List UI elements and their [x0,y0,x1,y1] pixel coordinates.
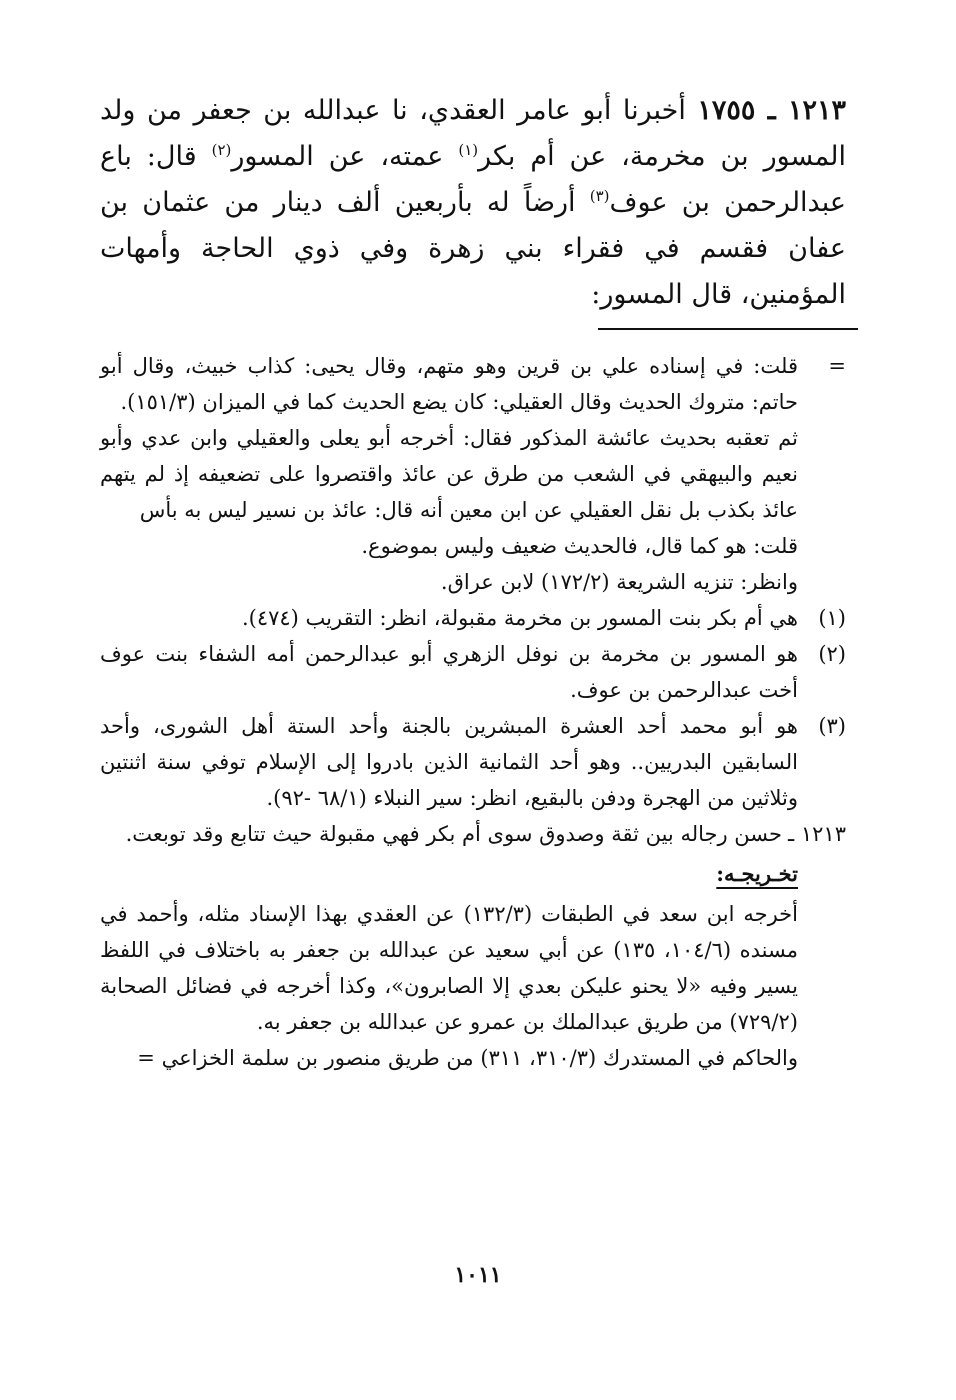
hadith-line-2a: المسور بن مخرمة، عن أم بكر [478,141,846,172]
footnote-label-1: (١) [818,606,846,630]
footnote-1 [100,600,846,636]
hadith-number: ١٢١٣ ـ ١٧٥٥ [697,95,847,126]
footnote-3 [100,708,846,816]
hadith-line-4: فقسم في فقراء بني زهرة وفي ذوي الحاجة وأمهات المؤمنين، قال المسور: [100,233,846,310]
hadith-line-1: أخبرنا أبو عامر العقدي، نا عبدالله بن جعفر من ولد [100,95,686,126]
footnote-separator [598,328,858,330]
footnote-label-2: (٢) [818,642,846,666]
hadith-line-2c: قال: باع [100,141,212,172]
footnote-ref-2: (٢) [211,141,232,159]
footnote-2 [100,636,846,708]
continuation-marker: = [828,354,846,378]
takhrij-para-2: والحاكم في المستدرك (٣١٠/٣، ٣١١) من طريق منصور بن سلمة الخزاعي = [137,1046,798,1070]
hadith-line-2b: عمته، عن المسور [231,141,459,172]
footnote-para-1: قلت: في إسناده علي بن قرين وهو متهم، وقال يحيى: كذاب خبيث، وقال أبو حاتم: متروك الحديث وقال العقيلي: كان يضع الحديث كما في الميزان (١٥١/٣). [100,354,798,414]
footnote-text-3: هو أبو محمد أحد العشرة المبشرين بالجنة وأحد الستة أهل الشورى، وأحد السابقين البدريين.. وهو أحد الثمانية الذين بادروا إلى الإسلام توفي سنة اثنتين وثلاثين من الهجرة ودفن بالبقيع، انظر: سير النبلاء (٦٨/١ -٩٢). [100,714,798,810]
footnote-para-4: وانظر: تنزيه الشريعة (١٧٢/٢) لابن عراق. [440,570,798,594]
hadith-line-3a: عبدالرحمن بن عوف [609,187,846,218]
footnotes-section [100,348,846,1076]
takhrij-para-1: أخرجه ابن سعد في الطبقات (١٣٢/٣) عن العقدي بهذا الإسناد مثله، وأحمد في مسنده (١٠٤/٦، ١٣٥) عن أبي سعيد عن عبدالله بن جعفر به باختلاف في اللفظ يسير وفيه «لا يحنو عليكن بعدي إلا الصابرون»، وكذا أخرجه في فضائل الصحابة (٧٢٩/٢) من طريق عبدالملك بن عمرو عن عبدالله بن جعفر به. [100,902,798,1034]
footnote-ref-1: (١) [458,141,479,159]
grading-text: حسن رجاله بين ثقة وصدوق سوى أم بكر فهي مقبولة حيث تتابع وقد توبعت. [125,822,782,846]
takhrij-heading: تخـريجـه: [716,861,798,886]
hadith-line-3b: أرضاً له بأربعين ألف دينار من عثمان بن عفان [100,187,846,264]
footnote-label-3: (٣) [818,714,846,738]
grading-note [100,816,846,852]
grading-label: ١٢١٣ ـ [788,822,846,846]
footnote-para-2: ثم تعقبه بحديث عائشة المذكور فقال: أخرجه أبو يعلى والعقيلي وابن عدي وأبو نعيم والبيهقي في الشعب من طرق عن عائذ واقتصروا على تضعيفه إذ لم يتهم عائذ بكذب بل نقل العقيلي عن ابن معين أنه قال: عائذ بن نسير ليس به بأس [100,426,798,522]
footnote-para-3: قلت: هو كما قال، فالحديث ضعيف وليس بموضوع. [361,534,798,558]
footnote-text-2: هو المسور بن مخرمة بن نوفل الزهري أبو عبدالرحمن أمه الشفاء بنت عوف أخت عبدالرحمن بن عوف. [100,642,798,702]
hadith-text [100,88,846,318]
footnote-continued [100,348,846,600]
footnote-ref-3: (٣) [589,187,610,205]
takhrij-section [100,856,846,1076]
footnote-text-1: هي أم بكر بنت المسور بن مخرمة مقبولة، انظر: التقريب (٤٧٤). [241,606,798,630]
page-number: ١٠١١ [454,1262,502,1288]
